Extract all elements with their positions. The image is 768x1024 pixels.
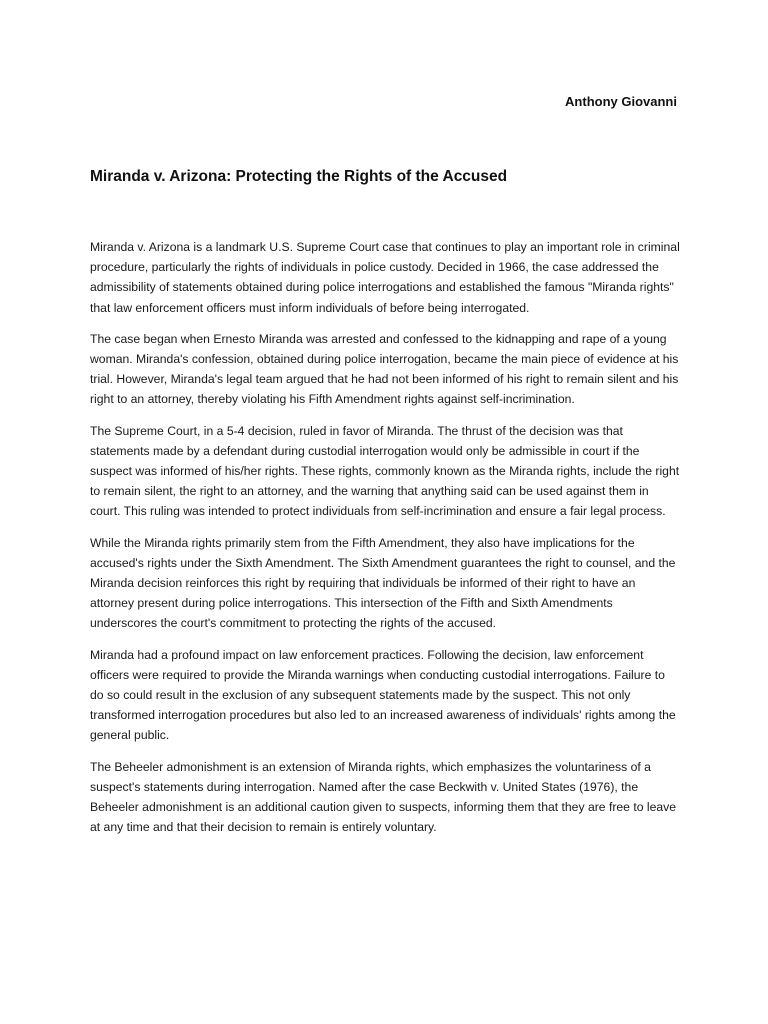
paragraph-6: The Beheeler admonishment is an extension of Miranda rights, which emphasizes the voluntariness of a suspect's statements during interrogation. Named after the case Beckwith v. United States (1976), the Beheeler admonishment is an additional caution given to suspects, informing them that they are free to leave at any time and that their decision to remain is entirely voluntary.: [90, 759, 677, 835]
author-name: Anthony Giovanni: [565, 94, 677, 109]
paragraph-2: The case began when Ernesto Miranda was arrested and confessed to the kidnapping and rape of a young woman. Miranda's confession, obtained during police interrogation, became the main piece of evidence at his trial. However, Miranda's legal team argued that he had not been informed of his right to remain silent and his right to an attorney, thereby violating his Fifth Amendment rights against self-incrimination.: [90, 331, 679, 407]
paragraph-4: While the Miranda rights primarily stem from the Fifth Amendment, they also have implications for the accused's rights under the Sixth Amendment. The Sixth Amendment guarantees the right to counsel, and the Miranda decision reinforces this right by requiring that individuals be informed of their right to have an attorney present during police interrogations. This intersection of the Fifth and Sixth Amendments underscores the court's commitment to protecting the rights of the accused.: [90, 535, 676, 631]
document-title: Miranda v. Arizona: Protecting the Rights of the Accused: [90, 168, 508, 185]
paragraph-3: The Supreme Court, in a 5-4 decision, ruled in favor of Miranda. The thrust of the decision was that statements made by a defendant during custodial interrogation would only be admissible in court if the suspect was informed of his/her rights. These rights, commonly known as the Miranda rights, include the right to remain silent, the right to an attorney, and the warning that anything said can be used against them in court. This ruling was intended to protect individuals from self-incrimination and ensure a fair legal process.: [90, 423, 680, 519]
document-body: [90, 237, 680, 848]
paragraph-5: Miranda had a profound impact on law enforcement practices. Following the decision, law enforcement officers were required to provide the Miranda warnings when conducting custodial interrogations. Failure to do so could result in the exclusion of any subsequent statements made by the suspect. This not only transformed interrogation procedures but also led to an increased awareness of individuals' rights among the general public.: [90, 647, 676, 743]
paragraph-1: Miranda v. Arizona is a landmark U.S. Supreme Court case that continues to play an important role in criminal procedure, particularly the rights of individuals in police custody. Decided in 1966, the case addressed the admissibility of statements obtained during police interrogations and established the famous "Miranda rights" that law enforcement officers must inform individuals of before being interrogated.: [90, 240, 680, 315]
